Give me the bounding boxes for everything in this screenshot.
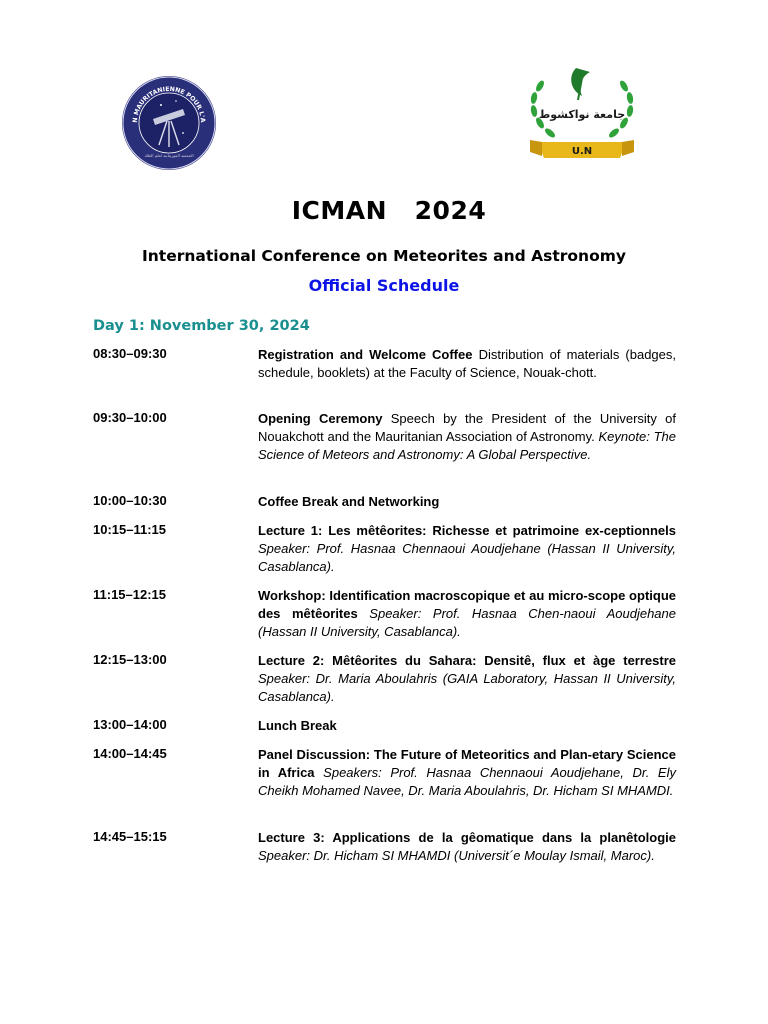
- schedule-description: Registration and Welcome Coffee Distribution of materials (badges, schedule, booklets) at the Faculty of Science, Nouak-chott.: [258, 347, 676, 380]
- astronomy-association-logo: [121, 75, 217, 171]
- schedule-time: 13:00–14:00: [93, 717, 167, 732]
- schedule-description: Coffee Break and Networking: [258, 494, 440, 509]
- schedule-time: 10:15–11:15: [93, 522, 167, 537]
- schedule-description: Panel Discussion: The Future of Meteoritics and Plan-etary Science in Africa Speakers: Prof. Hasnaa Chennaoui Aoudjehane, Dr. Ely Cheikh Mohamed Navee, Dr. Maria Aboulahris, Dr. Hicham SI MHAMDI.: [258, 747, 676, 798]
- schedule-time: 08:30–09:30: [93, 346, 167, 361]
- schedule-description: Lecture 1: Les mêtêorites: Richesse et patrimoine ex-ceptionnels Speaker: Prof. Hasnaa Chennaoui Aoudjehane (Hassan II University, Casablanca).: [258, 523, 676, 574]
- schedule-time: 11:15–12:15: [93, 587, 167, 602]
- schedule-time: 14:45–15:15: [93, 829, 167, 844]
- schedule-time: 09:30–10:00: [93, 410, 167, 425]
- schedule-time: 14:00–14:45: [93, 746, 167, 761]
- schedule-description: Workshop: Identification macroscopique et au micro-scope optique des mêtêorites Speaker: Prof. Hasnaa Chen-naoui Aoudjehane (Hassan II University, Casablanca).: [258, 588, 676, 639]
- schedule-description: Lecture 3: Applications de la gêomatique dans la planêtologie Speaker: Dr. Hicham SI MHAMDI (Universit´e Moulay Ismail, Maroc).: [258, 830, 676, 863]
- svg-text:U.N: U.N: [571, 146, 593, 157]
- svg-text:ASSOCIATION MAURITANIENNE POUR: N MAURITANIENNE POUR L'A: [131, 85, 207, 123]
- university-logo: [520, 56, 644, 160]
- schedule-description: Opening Ceremony Speech by the President of the University of Nouakchott and the Mauritanian Association of Astronomy. Keynote: The Science of Meteors and Astronomy: A Global Perspective.: [258, 411, 677, 462]
- conference-title: ICMAN 2024: [291, 196, 487, 225]
- schedule-description: Lecture 2: Mêtêorites du Sahara: Densitê, flux et àge terrestre Speaker: Dr. Maria Aboulahris (GAIA Laboratory, Hassan II University, Casablanca).: [258, 653, 676, 704]
- official-schedule-heading: Official Schedule: [308, 276, 460, 295]
- conference-subtitle: International Conference on Meteorites and Astronomy: [142, 247, 626, 265]
- svg-text:جامعة نواكشوط: جامعة نواكشوط: [538, 108, 626, 121]
- schedule-description: Lunch Break: [258, 718, 337, 733]
- day-heading: Day 1: November 30, 2024: [93, 318, 310, 334]
- svg-text:الجمعية الموريتانية لعلم الفلك: الجمعية الموريتانية لعلم الفلك: [144, 153, 194, 158]
- schedule-time: 12:15–13:00: [93, 652, 167, 667]
- schedule-time: 10:00–10:30: [93, 493, 167, 508]
